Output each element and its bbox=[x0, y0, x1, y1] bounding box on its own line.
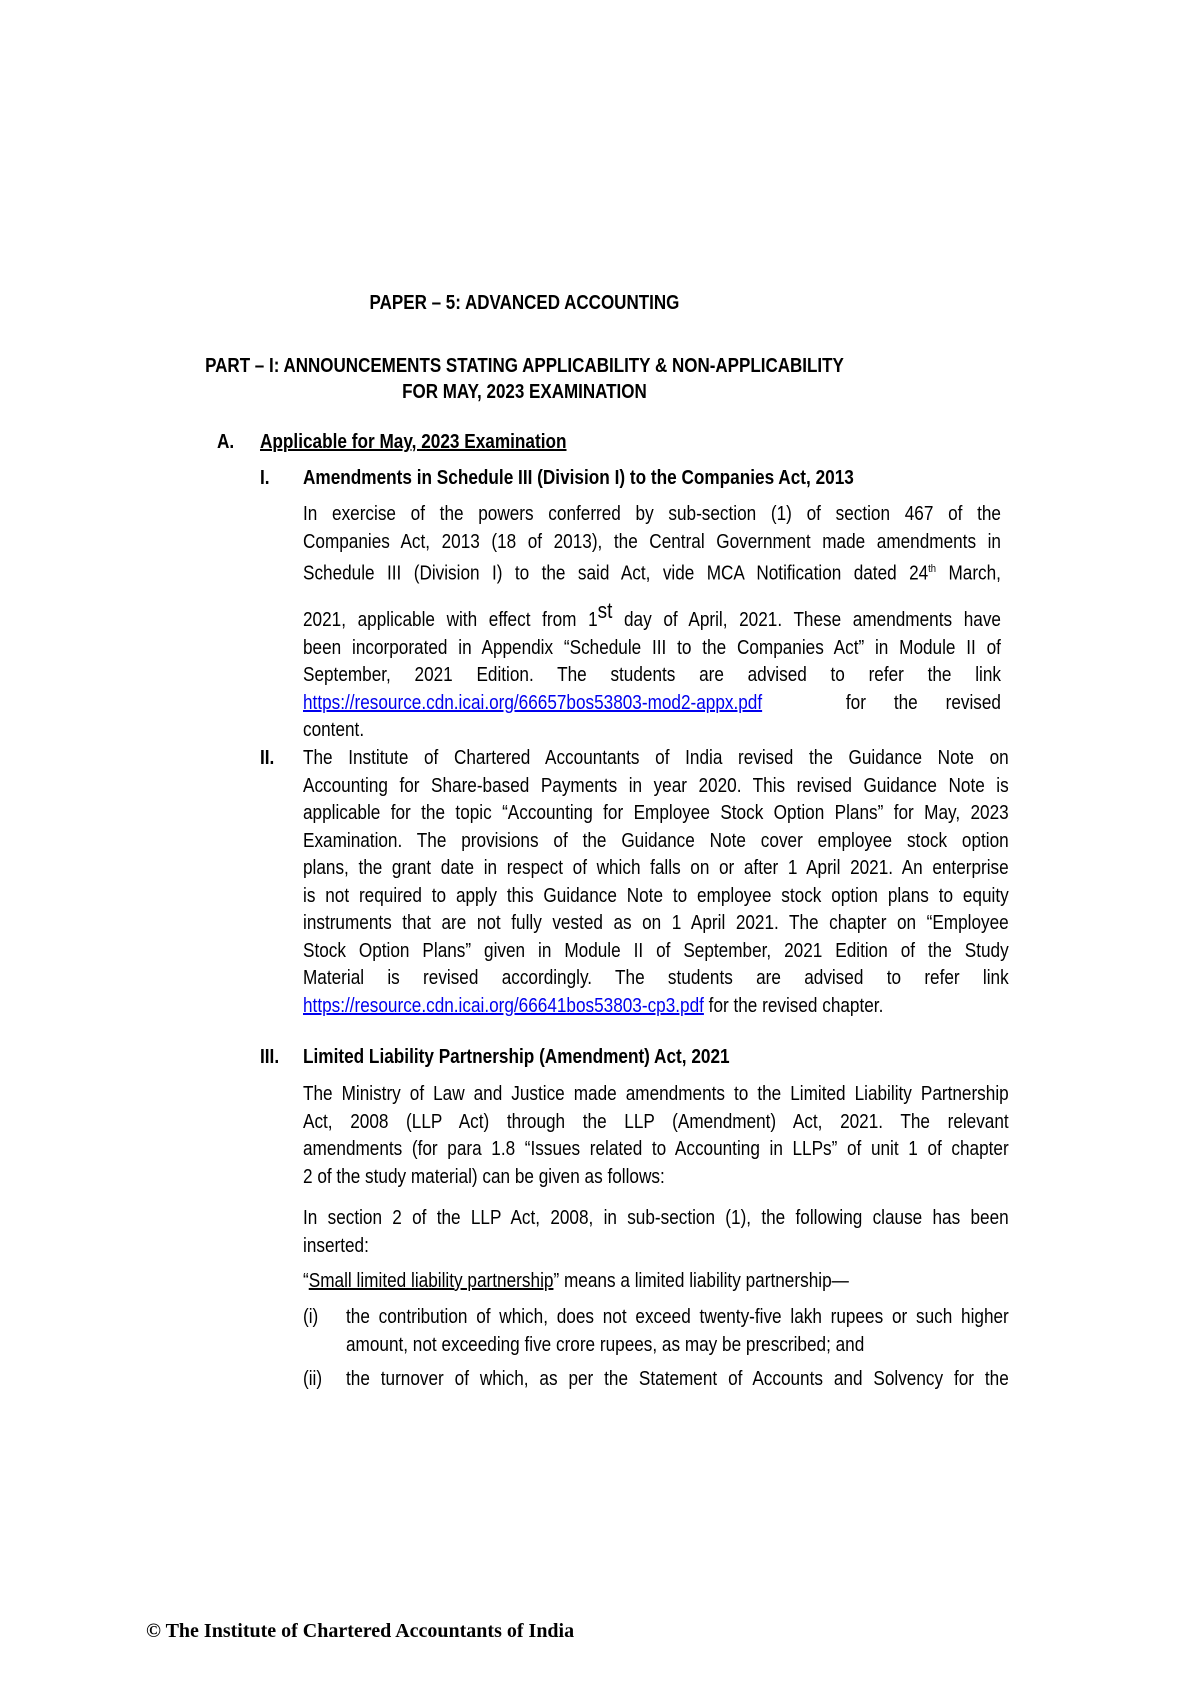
item-3-paragraph-1 bbox=[303, 1081, 1009, 1191]
text-line: instruments that are not fully vested as on 1 April 2021. The chapter on “Employee bbox=[303, 912, 1009, 934]
schedule-iii-link[interactable]: https://resource.cdn.icai.org/66657bos53803-mod2-appx.pdf bbox=[303, 691, 763, 714]
text-line: 2021, applicable with effect from 1st day of April, 2021. These amendments have bbox=[303, 598, 1001, 632]
text-line: Material is revised accordingly. The students are advised to refer link bbox=[303, 967, 1009, 989]
text-line: Act, 2008 (LLP Act) through the LLP (Amendment) Act, 2021. The relevant bbox=[303, 1110, 1009, 1133]
definition-line: “Small limited liability partnership” means a limited liability partnership— bbox=[303, 1270, 849, 1292]
text-line: amendments (for para 1.8 “Issues related to Accounting in LLPs” of unit 1 of chapter bbox=[303, 1138, 1009, 1160]
section-a-heading: Applicable for May, 2023 Examination bbox=[260, 431, 567, 453]
sub-item-1-label: (i) bbox=[303, 1306, 319, 1328]
text-line: Accounting for Share-based Payments in year 2020. This revised Guidance Note is bbox=[303, 774, 1009, 797]
text-line: plans, the grant date in respect of which falls on or after 1 April 2021. An enterprise bbox=[303, 857, 1009, 879]
section-a-label: A. bbox=[217, 431, 235, 453]
text-line: Stock Option Plans” given in Module II of September, 2021 Edition of the Study bbox=[303, 939, 1009, 962]
text-line: content. bbox=[303, 719, 365, 742]
item-1-paragraph bbox=[303, 501, 1001, 745]
sub-item-2-text bbox=[346, 1366, 1009, 1394]
item-3-label: III. bbox=[260, 1046, 280, 1068]
text-line: inserted: bbox=[303, 1234, 369, 1257]
text-line: The Institute of Chartered Accountants of India revised the Guidance Note on bbox=[303, 747, 1009, 769]
defined-term: Small limited liability partnership bbox=[308, 1270, 554, 1292]
text-line: been incorporated in Appendix “Schedule III to the Companies Act” in Module II of bbox=[303, 636, 1001, 659]
text-line: the contribution of which, does not exceed twenty-five lakh rupees or such higher bbox=[346, 1306, 1009, 1328]
item-2-label: II. bbox=[260, 747, 275, 769]
text-line: Companies Act, 2013 (18 of 2013), the Central Government made amendments in bbox=[303, 530, 1001, 553]
text-line: 2 of the study material) can be given as follows: bbox=[303, 1165, 665, 1188]
item-1-heading: Amendments in Schedule III (Division I) to the Companies Act, 2013 bbox=[303, 467, 854, 489]
text-line: amount, not exceeding five crore rupees, as may be prescribed; and bbox=[346, 1333, 865, 1356]
item-2-paragraph bbox=[303, 745, 1009, 1020]
text-line: https://resource.cdn.icai.org/66657bos53803-mod2-appx.pdf for the revised bbox=[303, 691, 1001, 714]
sub-item-2-label: (ii) bbox=[303, 1368, 323, 1390]
text-line: is not required to apply this Guidance Note to employee stock option plans to equity bbox=[303, 884, 1009, 907]
part-heading-line1: PART – I: ANNOUNCEMENTS STATING APPLICABILITY & NON-APPLICABILITY bbox=[205, 355, 844, 377]
page-title: PAPER – 5: ADVANCED ACCOUNTING bbox=[369, 292, 680, 314]
text-line: Schedule III (Division I) to the said Act, vide MCA Notification dated 24th March, bbox=[303, 562, 1001, 585]
item-3-heading: Limited Liability Partnership (Amendment) Act, 2021 bbox=[303, 1046, 730, 1068]
text-line: the turnover of which, as per the Statement of Accounts and Solvency for the bbox=[346, 1368, 1009, 1390]
text-line: The Ministry of Law and Justice made amendments to the Limited Liability Partnership bbox=[303, 1083, 1009, 1105]
text-line: In exercise of the powers conferred by sub-section (1) of section 467 of the bbox=[303, 503, 1001, 525]
item-3-paragraph-2 bbox=[303, 1205, 1009, 1260]
text-line: In section 2 of the LLP Act, 2008, in sub-section (1), the following clause has been bbox=[303, 1207, 1009, 1229]
item-1-label: I. bbox=[260, 467, 270, 489]
text-line: applicable for the topic “Accounting for Employee Stock Option Plans” for May, 2023 bbox=[303, 802, 1009, 824]
esop-chapter-link[interactable]: https://resource.cdn.icai.org/66641bos53803-cp3.pdf bbox=[303, 994, 704, 1017]
text-line: https://resource.cdn.icai.org/66641bos53803-cp3.pdf for the revised chapter. bbox=[303, 994, 884, 1017]
part-heading-line2: FOR MAY, 2023 EXAMINATION bbox=[402, 381, 647, 403]
copyright-footer: © The Institute of Chartered Accountants of India bbox=[146, 1620, 575, 1642]
text-line: September, 2021 Edition. The students are advised to refer the link bbox=[303, 664, 1001, 687]
sub-item-1-text bbox=[346, 1304, 1009, 1359]
text-line: Examination. The provisions of the Guidance Note cover employee stock option bbox=[303, 829, 1009, 852]
